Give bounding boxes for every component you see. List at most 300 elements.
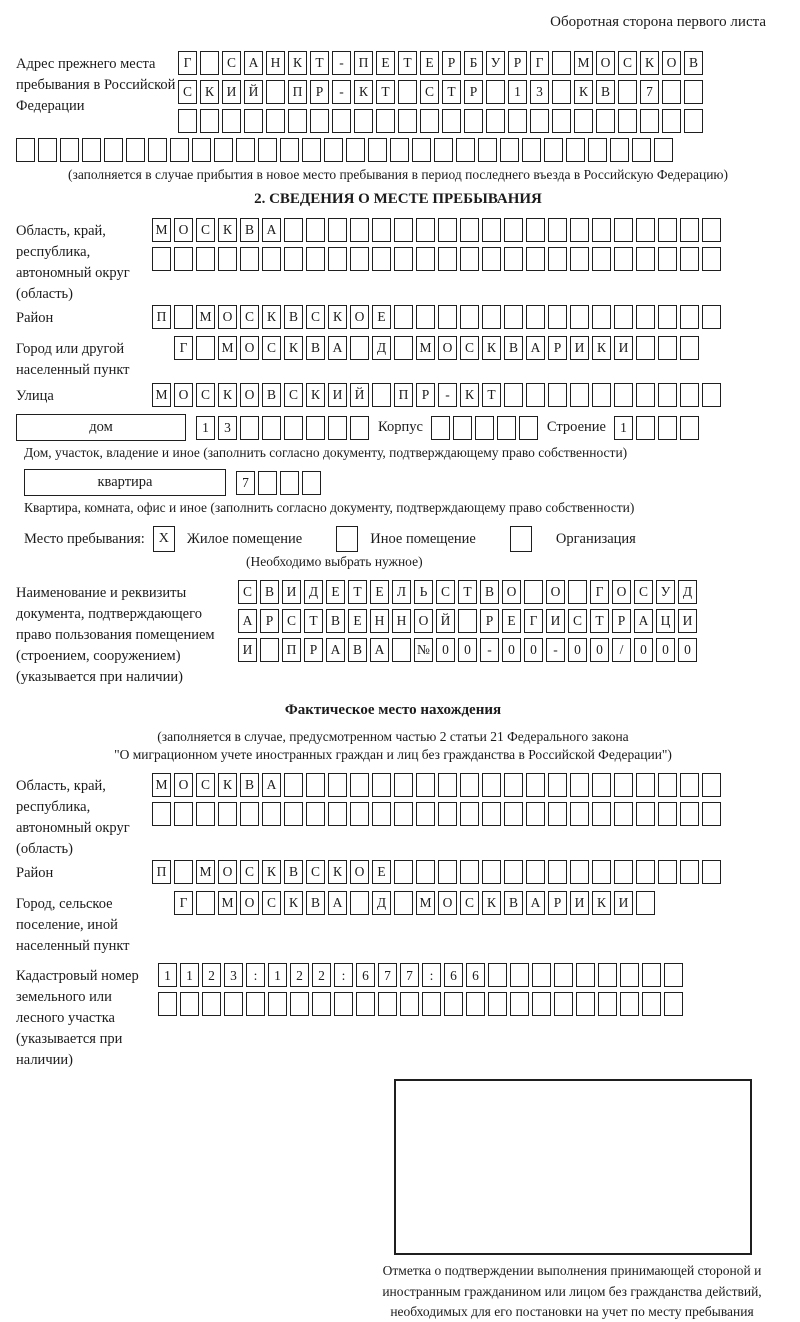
char-cell[interactable] <box>438 305 457 329</box>
char-cell[interactable]: Н <box>266 51 285 75</box>
char-cell[interactable] <box>152 247 171 271</box>
char-cell[interactable] <box>570 305 589 329</box>
char-cell[interactable]: В <box>684 51 703 75</box>
char-cell[interactable]: 0 <box>590 638 609 662</box>
char-cell[interactable] <box>266 80 285 104</box>
char-cell[interactable] <box>328 802 347 826</box>
char-cell[interactable] <box>680 860 699 884</box>
char-cell[interactable]: У <box>656 580 675 604</box>
char-cell[interactable]: : <box>334 963 353 987</box>
char-cell[interactable] <box>148 138 167 162</box>
char-cell[interactable] <box>392 638 411 662</box>
char-cell[interactable]: О <box>612 580 631 604</box>
char-cell[interactable] <box>376 109 395 133</box>
char-cell[interactable] <box>532 963 551 987</box>
char-cell[interactable]: 3 <box>218 416 237 440</box>
char-cell[interactable]: 1 <box>158 963 177 987</box>
char-cell[interactable]: С <box>436 580 455 604</box>
char-cell[interactable] <box>260 638 279 662</box>
char-cell[interactable]: С <box>420 80 439 104</box>
char-cell[interactable] <box>570 383 589 407</box>
char-cell[interactable] <box>460 860 479 884</box>
char-cell[interactable]: В <box>504 891 523 915</box>
char-cell[interactable]: Н <box>370 609 389 633</box>
char-cell[interactable] <box>636 305 655 329</box>
char-cell[interactable] <box>394 218 413 242</box>
char-cell[interactable]: 7 <box>236 471 255 495</box>
char-cell[interactable] <box>334 992 353 1016</box>
char-cell[interactable] <box>280 138 299 162</box>
char-cell[interactable]: В <box>306 336 325 360</box>
char-cell[interactable]: 0 <box>524 638 543 662</box>
char-cell[interactable]: Й <box>350 383 369 407</box>
char-cell[interactable]: С <box>284 383 303 407</box>
char-cell[interactable] <box>416 247 435 271</box>
char-cell[interactable] <box>394 802 413 826</box>
char-cell[interactable]: И <box>678 609 697 633</box>
char-cell[interactable]: П <box>354 51 373 75</box>
char-cell[interactable] <box>464 109 483 133</box>
char-cell[interactable] <box>350 218 369 242</box>
char-cell[interactable] <box>592 773 611 797</box>
char-cell[interactable] <box>588 138 607 162</box>
char-cell[interactable] <box>60 138 79 162</box>
char-cell[interactable]: А <box>526 336 545 360</box>
char-cell[interactable]: В <box>480 580 499 604</box>
char-cell[interactable]: Р <box>416 383 435 407</box>
char-cell[interactable] <box>438 773 457 797</box>
char-cell[interactable]: В <box>348 638 367 662</box>
char-cell[interactable] <box>218 802 237 826</box>
char-cell[interactable]: Т <box>482 383 501 407</box>
char-cell[interactable] <box>438 802 457 826</box>
char-cell[interactable]: - <box>480 638 499 662</box>
char-cell[interactable]: Д <box>372 891 391 915</box>
char-cell[interactable]: С <box>196 773 215 797</box>
char-cell[interactable] <box>658 860 677 884</box>
char-cell[interactable]: В <box>240 218 259 242</box>
char-cell[interactable] <box>284 773 303 797</box>
char-cell[interactable] <box>192 138 211 162</box>
char-cell[interactable] <box>240 247 259 271</box>
char-cell[interactable] <box>504 383 523 407</box>
char-cell[interactable] <box>372 383 391 407</box>
char-cell[interactable]: Р <box>612 609 631 633</box>
char-cell[interactable] <box>636 802 655 826</box>
char-cell[interactable]: К <box>574 80 593 104</box>
char-cell[interactable] <box>288 109 307 133</box>
char-cell[interactable] <box>614 860 633 884</box>
char-cell[interactable]: С <box>282 609 301 633</box>
char-cell[interactable] <box>214 138 233 162</box>
char-cell[interactable] <box>614 802 633 826</box>
char-cell[interactable] <box>16 138 35 162</box>
char-cell[interactable] <box>570 218 589 242</box>
char-cell[interactable] <box>246 992 265 1016</box>
char-cell[interactable] <box>526 773 545 797</box>
char-cell[interactable] <box>508 109 527 133</box>
char-cell[interactable] <box>658 218 677 242</box>
char-cell[interactable] <box>152 802 171 826</box>
char-cell[interactable]: С <box>238 580 257 604</box>
char-cell[interactable]: О <box>218 860 237 884</box>
char-cell[interactable] <box>548 305 567 329</box>
char-cell[interactable] <box>680 802 699 826</box>
char-cell[interactable]: Т <box>398 51 417 75</box>
char-cell[interactable]: И <box>614 336 633 360</box>
char-cell[interactable]: 1 <box>508 80 527 104</box>
char-cell[interactable] <box>178 109 197 133</box>
char-cell[interactable] <box>306 773 325 797</box>
char-cell[interactable]: 1 <box>180 963 199 987</box>
char-cell[interactable] <box>544 138 563 162</box>
char-cell[interactable] <box>658 773 677 797</box>
char-cell[interactable]: 6 <box>356 963 375 987</box>
char-cell[interactable] <box>332 109 351 133</box>
char-cell[interactable] <box>654 138 673 162</box>
char-cell[interactable]: Ь <box>414 580 433 604</box>
char-cell[interactable] <box>200 51 219 75</box>
char-cell[interactable] <box>636 891 655 915</box>
char-cell[interactable]: М <box>218 336 237 360</box>
char-cell[interactable]: С <box>262 891 281 915</box>
char-cell[interactable]: Г <box>590 580 609 604</box>
char-cell[interactable] <box>526 247 545 271</box>
char-cell[interactable] <box>486 109 505 133</box>
char-cell[interactable]: 2 <box>290 963 309 987</box>
char-cell[interactable] <box>394 891 413 915</box>
char-cell[interactable]: Г <box>178 51 197 75</box>
char-cell[interactable]: О <box>240 383 259 407</box>
char-cell[interactable]: 0 <box>502 638 521 662</box>
char-cell[interactable]: Т <box>304 609 323 633</box>
char-cell[interactable] <box>416 305 435 329</box>
char-cell[interactable]: Е <box>326 580 345 604</box>
char-cell[interactable] <box>416 860 435 884</box>
char-cell[interactable] <box>664 963 683 987</box>
char-cell[interactable] <box>416 802 435 826</box>
char-cell[interactable]: В <box>284 860 303 884</box>
char-cell[interactable] <box>262 802 281 826</box>
char-cell[interactable] <box>680 218 699 242</box>
char-cell[interactable] <box>504 773 523 797</box>
char-cell[interactable]: В <box>262 383 281 407</box>
char-cell[interactable] <box>174 247 193 271</box>
char-cell[interactable] <box>524 580 543 604</box>
char-cell[interactable] <box>350 416 369 440</box>
char-cell[interactable] <box>372 773 391 797</box>
char-cell[interactable]: 0 <box>458 638 477 662</box>
char-cell[interactable] <box>510 963 529 987</box>
char-cell[interactable] <box>244 109 263 133</box>
char-cell[interactable] <box>306 416 325 440</box>
char-cell[interactable] <box>262 416 281 440</box>
char-cell[interactable] <box>284 247 303 271</box>
char-cell[interactable]: О <box>596 51 615 75</box>
char-cell[interactable]: И <box>570 891 589 915</box>
char-cell[interactable]: А <box>526 891 545 915</box>
char-cell[interactable] <box>702 383 721 407</box>
char-cell[interactable]: Р <box>310 80 329 104</box>
char-cell[interactable] <box>662 80 681 104</box>
char-cell[interactable] <box>398 80 417 104</box>
char-cell[interactable] <box>554 992 573 1016</box>
char-cell[interactable] <box>702 773 721 797</box>
char-cell[interactable] <box>552 80 571 104</box>
char-cell[interactable]: Т <box>442 80 461 104</box>
char-cell[interactable] <box>158 992 177 1016</box>
char-cell[interactable]: И <box>328 383 347 407</box>
char-cell[interactable]: Н <box>392 609 411 633</box>
char-cell[interactable] <box>354 109 373 133</box>
char-cell[interactable] <box>592 383 611 407</box>
char-cell[interactable] <box>526 860 545 884</box>
char-cell[interactable] <box>416 773 435 797</box>
char-cell[interactable]: С <box>460 891 479 915</box>
char-cell[interactable] <box>400 992 419 1016</box>
char-cell[interactable] <box>598 992 617 1016</box>
char-cell[interactable] <box>174 305 193 329</box>
char-cell[interactable]: 7 <box>400 963 419 987</box>
char-cell[interactable] <box>438 860 457 884</box>
char-cell[interactable]: М <box>196 305 215 329</box>
char-cell[interactable] <box>453 416 472 440</box>
char-cell[interactable] <box>482 305 501 329</box>
char-cell[interactable]: А <box>262 218 281 242</box>
char-cell[interactable] <box>702 802 721 826</box>
char-cell[interactable] <box>350 247 369 271</box>
char-cell[interactable] <box>412 138 431 162</box>
char-cell[interactable]: У <box>486 51 505 75</box>
house-type-box[interactable]: дом <box>16 414 186 441</box>
char-cell[interactable]: 2 <box>312 963 331 987</box>
char-cell[interactable]: 3 <box>530 80 549 104</box>
char-cell[interactable] <box>196 247 215 271</box>
char-cell[interactable]: Е <box>502 609 521 633</box>
char-cell[interactable] <box>592 218 611 242</box>
char-cell[interactable] <box>482 773 501 797</box>
char-cell[interactable] <box>636 860 655 884</box>
char-cell[interactable]: М <box>574 51 593 75</box>
char-cell[interactable] <box>618 80 637 104</box>
char-cell[interactable] <box>222 109 241 133</box>
char-cell[interactable]: 0 <box>656 638 675 662</box>
char-cell[interactable]: О <box>240 336 259 360</box>
char-cell[interactable]: К <box>200 80 219 104</box>
char-cell[interactable]: Г <box>174 336 193 360</box>
char-cell[interactable]: О <box>438 336 457 360</box>
char-cell[interactable]: : <box>422 963 441 987</box>
char-cell[interactable]: Е <box>372 860 391 884</box>
char-cell[interactable]: О <box>414 609 433 633</box>
char-cell[interactable] <box>394 860 413 884</box>
char-cell[interactable]: А <box>326 638 345 662</box>
char-cell[interactable]: М <box>152 383 171 407</box>
char-cell[interactable]: 0 <box>568 638 587 662</box>
char-cell[interactable]: А <box>370 638 389 662</box>
checkbox-other-premises[interactable] <box>336 526 358 552</box>
char-cell[interactable] <box>680 416 699 440</box>
char-cell[interactable]: С <box>196 383 215 407</box>
char-cell[interactable] <box>658 802 677 826</box>
char-cell[interactable]: О <box>502 580 521 604</box>
char-cell[interactable]: М <box>416 891 435 915</box>
char-cell[interactable]: И <box>570 336 589 360</box>
char-cell[interactable]: А <box>244 51 263 75</box>
char-cell[interactable] <box>431 416 450 440</box>
char-cell[interactable] <box>610 138 629 162</box>
char-cell[interactable] <box>284 416 303 440</box>
char-cell[interactable] <box>570 802 589 826</box>
char-cell[interactable] <box>614 218 633 242</box>
char-cell[interactable] <box>196 336 215 360</box>
char-cell[interactable]: М <box>416 336 435 360</box>
char-cell[interactable] <box>372 218 391 242</box>
char-cell[interactable] <box>82 138 101 162</box>
char-cell[interactable]: В <box>504 336 523 360</box>
char-cell[interactable]: - <box>332 51 351 75</box>
char-cell[interactable]: О <box>438 891 457 915</box>
char-cell[interactable] <box>390 138 409 162</box>
char-cell[interactable] <box>460 305 479 329</box>
char-cell[interactable] <box>350 891 369 915</box>
char-cell[interactable] <box>552 51 571 75</box>
char-cell[interactable]: 7 <box>378 963 397 987</box>
char-cell[interactable]: № <box>414 638 433 662</box>
char-cell[interactable]: Т <box>590 609 609 633</box>
checkbox-organization[interactable] <box>510 526 532 552</box>
char-cell[interactable] <box>466 992 485 1016</box>
char-cell[interactable]: 7 <box>640 80 659 104</box>
char-cell[interactable] <box>324 138 343 162</box>
char-cell[interactable]: А <box>262 773 281 797</box>
char-cell[interactable]: В <box>326 609 345 633</box>
char-cell[interactable] <box>460 247 479 271</box>
char-cell[interactable]: 1 <box>268 963 287 987</box>
char-cell[interactable] <box>504 860 523 884</box>
char-cell[interactable] <box>548 383 567 407</box>
char-cell[interactable]: С <box>240 860 259 884</box>
char-cell[interactable] <box>268 992 287 1016</box>
char-cell[interactable] <box>510 992 529 1016</box>
char-cell[interactable] <box>614 305 633 329</box>
char-cell[interactable] <box>478 138 497 162</box>
char-cell[interactable] <box>680 383 699 407</box>
char-cell[interactable] <box>640 109 659 133</box>
char-cell[interactable]: К <box>262 860 281 884</box>
char-cell[interactable] <box>284 802 303 826</box>
apartment-type-box[interactable]: квартира <box>24 469 226 496</box>
char-cell[interactable]: К <box>460 383 479 407</box>
char-cell[interactable] <box>482 218 501 242</box>
char-cell[interactable] <box>526 383 545 407</box>
char-cell[interactable] <box>422 992 441 1016</box>
char-cell[interactable]: П <box>282 638 301 662</box>
char-cell[interactable] <box>526 305 545 329</box>
char-cell[interactable] <box>598 963 617 987</box>
char-cell[interactable]: Т <box>376 80 395 104</box>
char-cell[interactable]: С <box>460 336 479 360</box>
char-cell[interactable]: К <box>592 891 611 915</box>
char-cell[interactable] <box>592 802 611 826</box>
char-cell[interactable]: К <box>306 383 325 407</box>
char-cell[interactable] <box>224 992 243 1016</box>
char-cell[interactable] <box>684 109 703 133</box>
char-cell[interactable]: О <box>240 891 259 915</box>
char-cell[interactable] <box>642 963 661 987</box>
char-cell[interactable]: С <box>306 305 325 329</box>
char-cell[interactable]: Е <box>348 609 367 633</box>
char-cell[interactable]: К <box>288 51 307 75</box>
char-cell[interactable] <box>636 416 655 440</box>
char-cell[interactable] <box>398 109 417 133</box>
char-cell[interactable] <box>236 138 255 162</box>
char-cell[interactable] <box>620 992 639 1016</box>
char-cell[interactable] <box>262 247 281 271</box>
char-cell[interactable]: 6 <box>466 963 485 987</box>
char-cell[interactable]: К <box>482 891 501 915</box>
char-cell[interactable] <box>614 773 633 797</box>
char-cell[interactable]: К <box>218 218 237 242</box>
char-cell[interactable] <box>434 138 453 162</box>
char-cell[interactable] <box>38 138 57 162</box>
char-cell[interactable]: В <box>240 773 259 797</box>
char-cell[interactable]: 3 <box>224 963 243 987</box>
char-cell[interactable]: О <box>174 383 193 407</box>
char-cell[interactable] <box>702 247 721 271</box>
char-cell[interactable]: 2 <box>202 963 221 987</box>
checkbox-residential[interactable]: X <box>153 526 175 552</box>
char-cell[interactable]: В <box>596 80 615 104</box>
char-cell[interactable] <box>438 218 457 242</box>
char-cell[interactable]: Г <box>174 891 193 915</box>
char-cell[interactable]: С <box>240 305 259 329</box>
char-cell[interactable]: К <box>284 891 303 915</box>
char-cell[interactable]: / <box>612 638 631 662</box>
char-cell[interactable]: П <box>394 383 413 407</box>
char-cell[interactable] <box>658 305 677 329</box>
char-cell[interactable]: Д <box>678 580 697 604</box>
char-cell[interactable]: А <box>634 609 653 633</box>
char-cell[interactable] <box>532 992 551 1016</box>
char-cell[interactable] <box>548 218 567 242</box>
char-cell[interactable]: 1 <box>196 416 215 440</box>
char-cell[interactable] <box>680 305 699 329</box>
char-cell[interactable]: В <box>284 305 303 329</box>
char-cell[interactable]: О <box>546 580 565 604</box>
char-cell[interactable] <box>240 416 259 440</box>
char-cell[interactable] <box>420 109 439 133</box>
char-cell[interactable] <box>310 109 329 133</box>
char-cell[interactable]: Т <box>458 580 477 604</box>
char-cell[interactable]: Г <box>524 609 543 633</box>
char-cell[interactable]: С <box>222 51 241 75</box>
char-cell[interactable] <box>570 773 589 797</box>
char-cell[interactable] <box>497 416 516 440</box>
char-cell[interactable]: В <box>260 580 279 604</box>
char-cell[interactable] <box>658 247 677 271</box>
char-cell[interactable] <box>280 471 299 495</box>
char-cell[interactable]: С <box>634 580 653 604</box>
char-cell[interactable] <box>664 992 683 1016</box>
char-cell[interactable] <box>356 992 375 1016</box>
char-cell[interactable] <box>346 138 365 162</box>
char-cell[interactable] <box>368 138 387 162</box>
char-cell[interactable]: Г <box>530 51 549 75</box>
char-cell[interactable] <box>680 773 699 797</box>
char-cell[interactable] <box>592 860 611 884</box>
char-cell[interactable] <box>372 247 391 271</box>
